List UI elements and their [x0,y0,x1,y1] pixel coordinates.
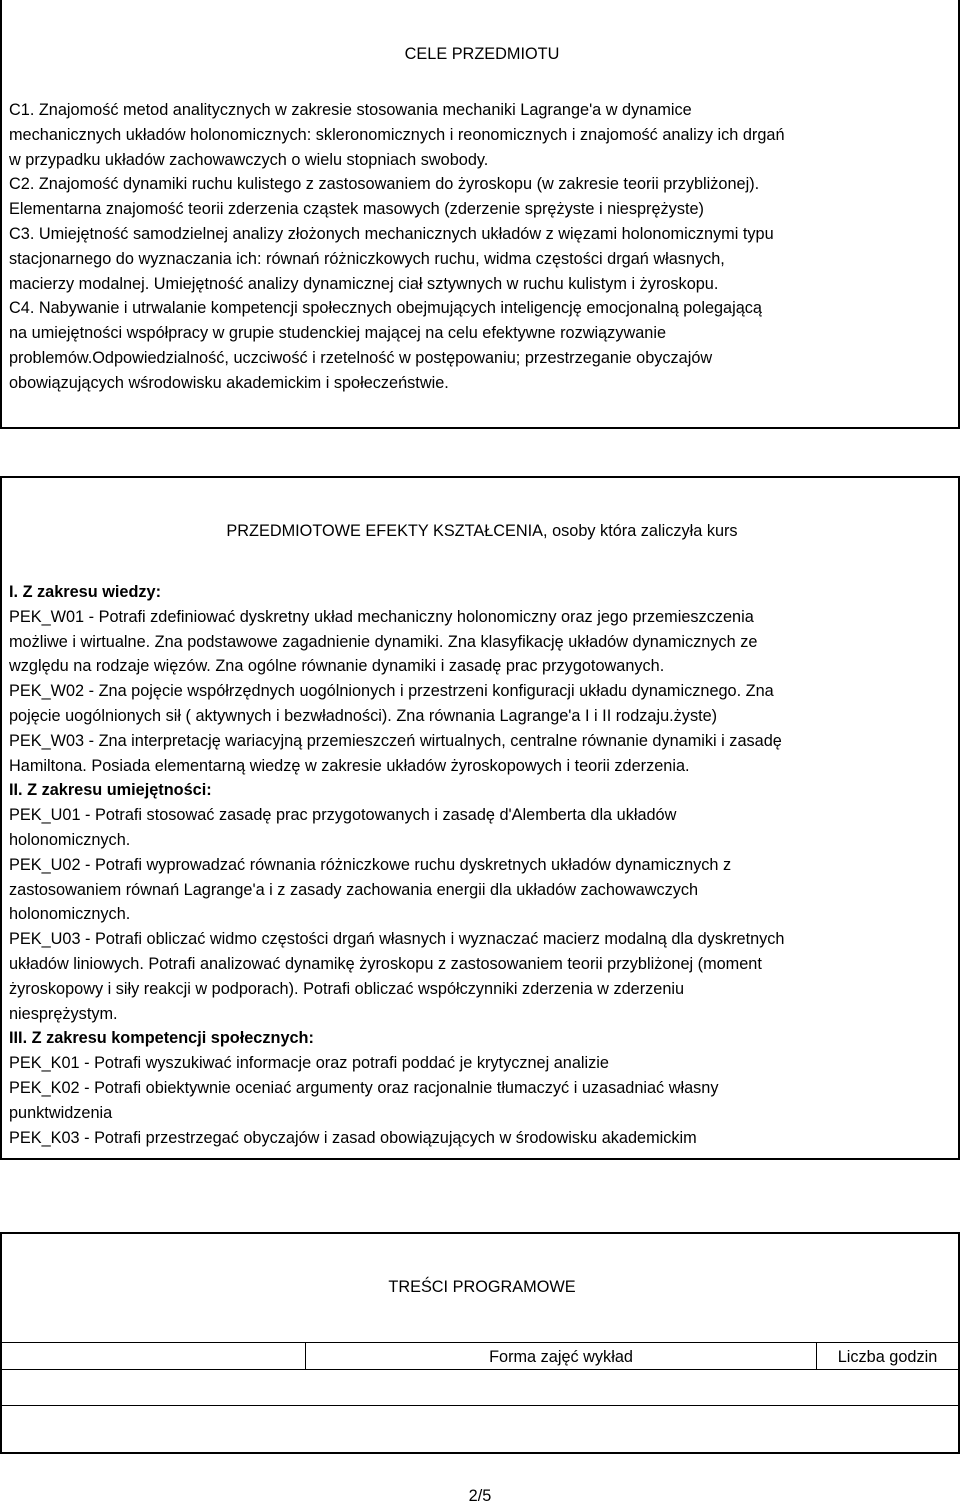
cele-section [0,0,960,429]
efekty-line: PEK_W02 - Zna pojęcie współrzędnych uogólnionych i przestrzeni konfiguracji układu dynamicznego. Zna [9,682,774,701]
efekty-line: pojęcie uogólnionych sił ( aktywnych i bezwładności). Zna równania Lagrange'a I i II rodzaju.żyste) [9,706,718,725]
efekty-line: holonomicznych. [9,905,131,924]
cele-line: na umiejętności współpracy w grupie studenckiej mającej na celu efektywne rozwiązywanie [9,324,666,343]
efekty-line: względu na rodzaje więzów. Zna ogólne równanie dynamiki i zasadę prac przygotowanych. [9,657,665,676]
efekty-line: Hamiltona. Posiada elementarną wiedzę w zakresie układów żyroskopowych i teorii zderzenia. [9,756,690,775]
efekty-line: PEK_U01 - Potrafi stosować zasadę prac przygotowanych i zasadę d'Alemberta dla układów [9,806,677,825]
table-divider [0,1405,960,1406]
tresci-heading: TREŚCI PROGRAMOWE [388,1278,576,1296]
efekty-line: PEK_U02 - Potrafi wyprowadzać równania różniczkowe ruchu dyskretnych układów dynamicznych z [9,855,732,874]
efekty-line: możliwe i wirtualne. Zna podstawowe zagadnienie dynamiki. Zna klasyfikację układów dynamicznych ze [9,632,758,651]
cele-content [9,98,954,396]
efekty-line: holonomicznych. [9,830,131,849]
cele-line: mechanicznych układów holonomicznych: skleronomicznych i reonomicznych i znajomość analizy ich drgań [9,125,785,144]
cele-line: Elementarna znajomość teorii zderzenia cząstek masowych (zderzenie sprężyste i niesprężyste) [9,200,704,219]
efekty-section [0,476,960,1160]
efekty-line: punktwidzenia [9,1103,113,1122]
cele-line: stacjonarnego do wyznaczania ich: równań różniczkowych ruchu, widma częstości drgań własnych, [9,249,725,268]
efekty-line: PEK_U03 - Potrafi obliczać widmo częstości drgań własnych i wyznaczać macierz modalną dla dyskretnych [9,930,785,949]
cele-line: problemów.Odpowiedzialność, uczciwość i rzetelność w postępowaniu; przestrzeganie obyczajów [9,348,713,367]
efekty-subheading: II. Z zakresu umiejętności: [9,781,212,800]
efekty-content [9,580,954,1150]
efekty-line: PEK_K03 - Potrafi przestrzegać obyczajów i zasad obowiązujących w środowisku akademickim [9,1128,697,1147]
page-number: 2/5 [468,1487,492,1505]
table-cell-empty [0,1342,306,1370]
cele-line: macierzy modalnej. Umiejętność analizy dynamicznej ciał sztywnych w ruchu kulistym i żyroskopu. [9,274,719,293]
cele-heading: CELE PRZEDMIOTU [404,45,560,63]
efekty-line: PEK_K01 - Potrafi wyszukiwać informacje oraz potrafi poddać je krytycznej analizie [9,1054,609,1073]
efekty-line: PEK_K02 - Potrafi obiektywnie oceniać argumenty oraz racjonalnie tłumaczyć i uzasadniać własny [9,1078,719,1097]
efekty-heading: PRZEDMIOTOWE EFEKTY KSZTAŁCENIA, osoby która zaliczyła kurs [226,522,738,540]
cele-line: C3. Umiejętność samodzielnej analizy złożonych mechanicznych układów z więzami holonomicznymi typu [9,224,774,243]
efekty-line: PEK_W01 - Potrafi zdefiniować dyskretny układ mechaniczny holonomiczny oraz jego przemieszczenia [9,607,754,626]
cele-line: C1. Znajomość metod analitycznych w zakresie stosowania mechaniki Lagrange'a w dynamice [9,101,692,119]
efekty-line: zastosowaniem równań Lagrange'a i z zasady zachowania energii dla układów zachowawczych [9,880,699,899]
cele-line: obowiązujących wśrodowisku akademickim i społeczeństwie. [9,373,449,392]
efekty-line: układów liniowych. Potrafi analizować dynamikę żyroskopu z zastosowaniem teorii przybliżonej (moment [9,954,762,973]
efekty-line: niesprężystym. [9,1004,118,1023]
cele-line: C2. Znajomość dynamiki ruchu kulistego z zastosowaniem do żyroskopu (w zakresie teorii przybliżonej). [9,175,760,194]
table-header-liczba: Liczba godzin [816,1342,958,1370]
table-header-forma: Forma zajęć wykład [305,1342,817,1370]
efekty-subheading: III. Z zakresu kompetencji społecznych: [9,1029,314,1048]
efekty-subheading: I. Z zakresu wiedzy: [9,583,162,601]
cele-line: C4. Nabywanie i utrwalanie kompetencji społecznych obejmujących inteligencję emocjonalną polegającą [9,299,762,318]
cele-line: w przypadku układów zachowawczych o wielu stopniach swobody. [9,150,489,169]
efekty-line: PEK_W03 - Zna interpretację wariacyjną przemieszczeń wirtualnych, centralne równanie dynamiki i zasadę [9,731,782,750]
efekty-line: żyroskopowy i siły reakcji w podporach). Potrafi obliczać współczynniki zderzenia w zderzeniu [9,979,685,998]
